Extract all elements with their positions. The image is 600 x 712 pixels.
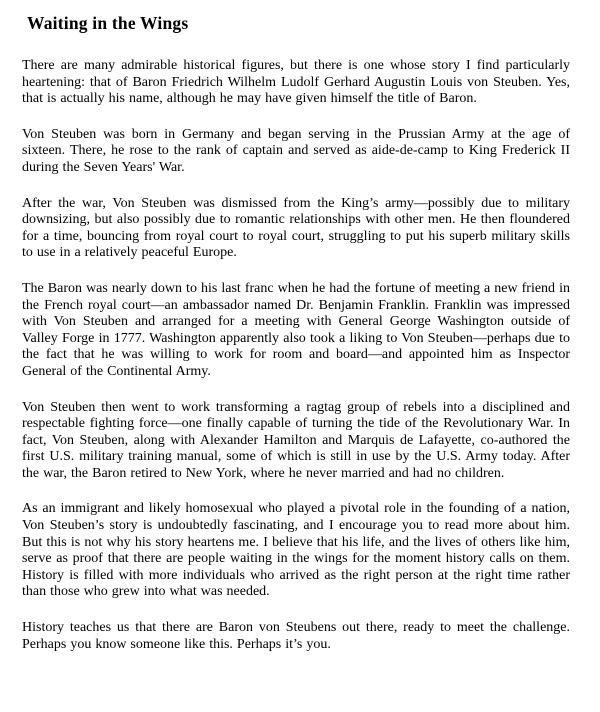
paragraph: History teaches us that there are Baron von Steubens out there, ready to meet the challenge. Perhaps you know someone like this. Perhaps it’s you. xyxy=(22,620,570,652)
paragraph: There are many admirable historical figures, but there is one whose story I find particularly heartening: that of Baron Friedrich Wilhelm Ludolf Gerhard Augustin Louis von Steuben. Yes, that is actually his name, although he may have given himself the title of Baron. xyxy=(22,58,570,107)
document-title: Waiting in the Wings xyxy=(27,13,189,33)
paragraph: After the war, Von Steuben was dismissed from the King’s army—possibly due to military downsizing, but also possibly due to romantic relationships with other men. He then floundered for a time, bouncing from royal court to royal court, struggling to put his superb military skills to use in a relatively peaceful Europe. xyxy=(22,195,570,261)
paragraph: Von Steuben then went to work transforming a ragtag group of rebels into a disciplined and respectable fighting force—one finally capable of turning the tide of the Revolutionary War. In fact, Von Steuben, along with Alexander Hamilton and Marquis de Lafayette, co-authored the first U.S. military training manual, some of which is still in use by the U.S. Army today. After the war, the Baron retired to New York, where he never married and had no children. xyxy=(22,399,570,481)
paragraph: The Baron was nearly down to his last franc when he had the fortune of meeting a new friend in the French royal court—an ambassador named Dr. Benjamin Franklin. Franklin was impressed with Von Steuben and arranged for a meeting with General George Washington outside of Valley Forge in 1777. Washington apparently also took a liking to Von Steuben—perhaps due to the fact that he was willing to work for room and board—and appointed him as Inspector General of the Continental Army. xyxy=(22,280,570,379)
paragraph: Von Steuben was born in Germany and began serving in the Prussian Army at the age of sixteen. There, he rose to the rank of captain and served as aide-de-camp to King Frederick II during the Seven Years' War. xyxy=(22,126,570,175)
paragraph: As an immigrant and likely homosexual who played a pivotal role in the founding of a nation, Von Steuben’s story is undoubtedly fascinating, and I encourage you to read more about him. But this is not why his story heartens me. I believe that his life, and the lives of others like him, serve as proof that there are people waiting in the wings for the moment history calls on them. History is filled with more individuals who arrived as the right person at the right time rather than those who grew into what was needed. xyxy=(22,501,570,600)
